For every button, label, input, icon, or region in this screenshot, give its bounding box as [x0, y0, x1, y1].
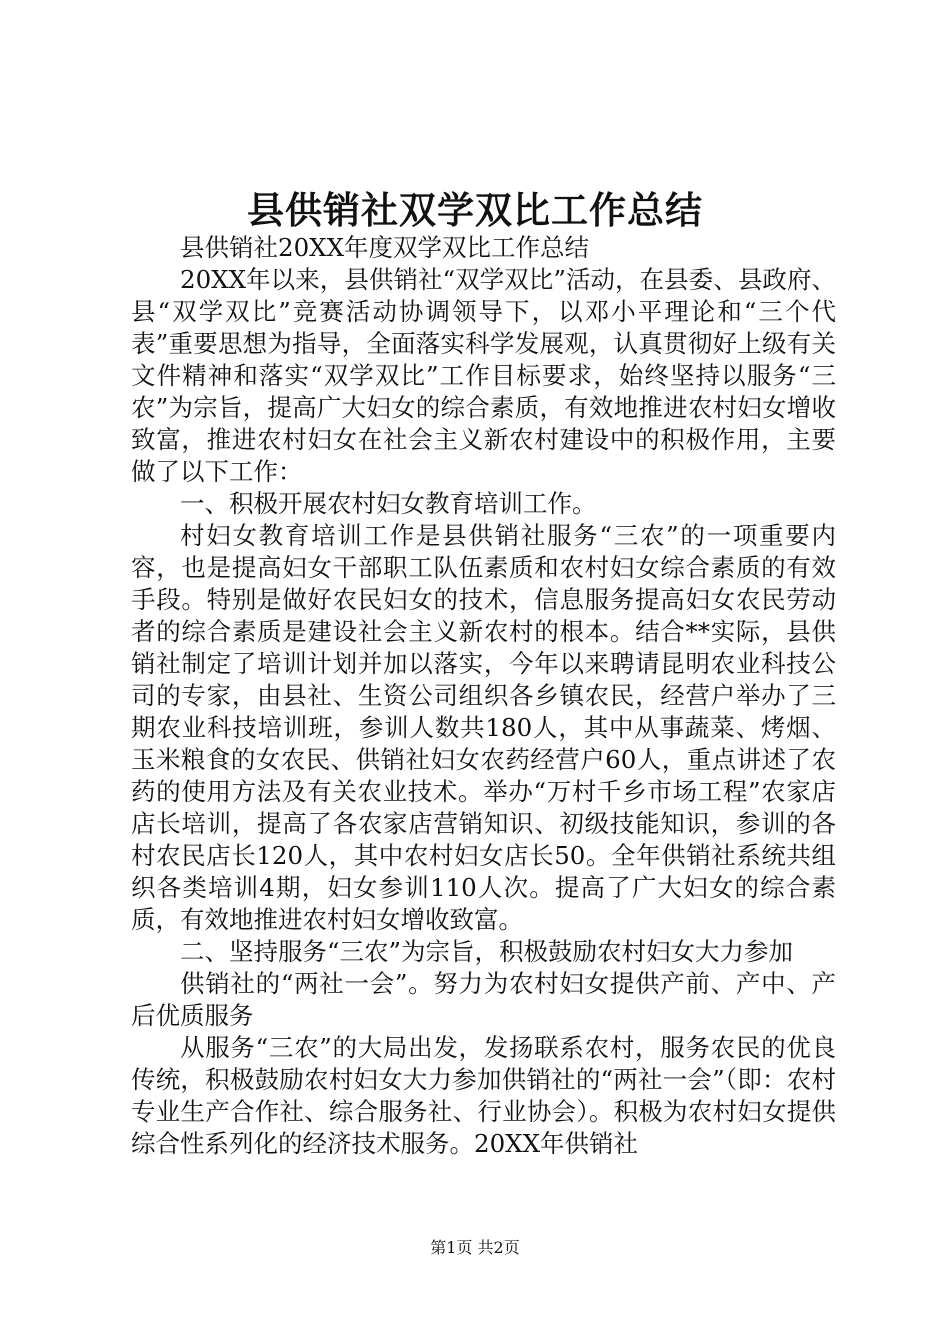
page-footer: 第1页 共2页	[430, 1238, 520, 1257]
section-2-paragraph: 从服务“三农”的大局出发，发扬联系农村，服务农民的优良传统，积极鼓励农村妇女大力参加供销社的“两社一会”（即：农村专业生产合作社、综合服务社、行业协会）。积极为农村妇女提供综合性系列化的经济技术服务。20XX年供销社	[131, 1033, 836, 1158]
subtitle-paragraph: 县供销社20XX年度双学双比工作总结	[180, 233, 590, 262]
document-title: 县供销社双学双比工作总结	[247, 188, 703, 232]
section-heading-2: 二、坚持服务“三农”为宗旨，积极鼓励农村妇女大力参加	[180, 937, 794, 966]
section-heading-1: 一、积极开展农村妇女教育培训工作。	[180, 489, 597, 518]
section-heading-2-continued: 供销社的“两社一会”。努力为农村妇女提供产前、产中、产后优质服务	[131, 969, 836, 1030]
section-1-paragraph: 村妇女教育培训工作是县供销社服务“三农”的一项重要内容，也是提高妇女干部职工队伍素质和农村妇女综合素质的有效手段。特别是做好农民妇女的技术，信息服务提高妇女农民劳动者的综合素质是建设社会主义新农村的根本。结合**实际，县供销社制定了培训计划并加以落实，今年以来聘请昆明农业科技公司的专家，由县社、生资公司组织各乡镇农民，经营户举办了三期农业科技培训班，参训人数共180人，其中从事蔬菜、烤烟、玉米粮食的女农民、供销社妇女农药经营户60人，重点讲述了农药的使用方法及有关农业技术。举办“万村千乡市场工程”农家店店长培训，提高了各农家店营销知识、初级技能知识，参训的各村农民店长120人，其中农村妇女店长50。全年供销社系统共组织各类培训4期，妇女参训110人次。提高了广大妇女的综合素质，有效地推进农村妇女增收致富。	[131, 521, 836, 934]
intro-paragraph: 20XX年以来，县供销社“双学双比”活动，在县委、县政府、县“双学双比”竞赛活动协调领导下，以邓小平理论和“三个代表”重要思想为指导，全面落实科学发展观，认真贯彻好上级有关文件精神和落实“双学双比”工作目标要求，始终坚持以服务“三农”为宗旨，提高广大妇女的综合素质，有效地推进农村妇女增收致富，推进农村妇女在社会主义新农村建设中的积极作用，主要做了以下工作：	[131, 265, 836, 486]
document-body	[131, 232, 836, 1160]
